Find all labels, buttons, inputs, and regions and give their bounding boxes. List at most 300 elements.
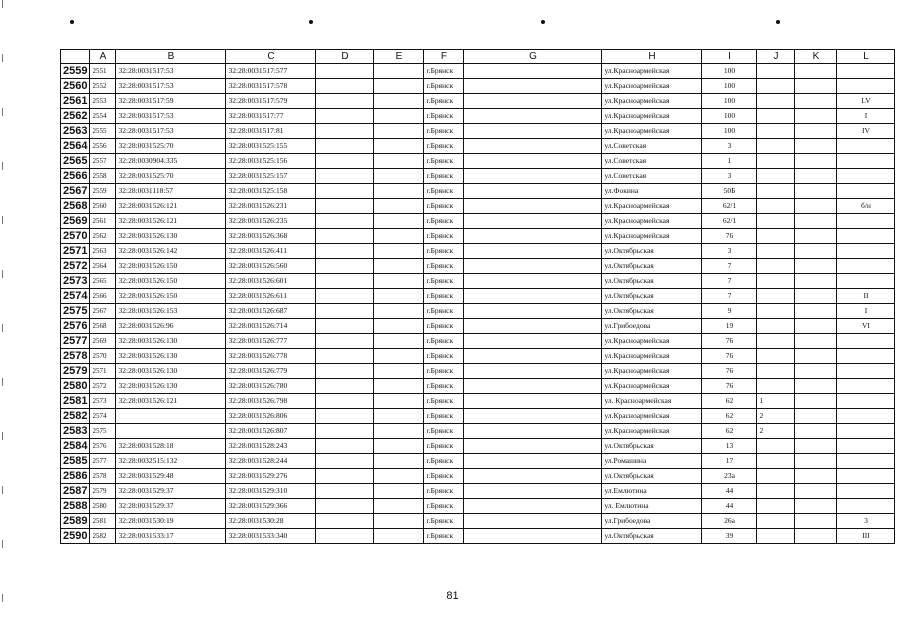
cell-h[interactable]: ул.Красноармейская [602,409,702,424]
cell-f[interactable]: г.Брянск [424,169,464,184]
cell-f[interactable]: г.Брянск [424,514,464,529]
row-number[interactable]: 2585 [61,454,90,469]
cell-k[interactable] [795,259,837,274]
cell-a[interactable]: 2578 [90,469,116,484]
cell-f[interactable]: г.Брянск [424,244,464,259]
cell-h[interactable]: ул.Красноармейская [602,124,702,139]
cell-k[interactable] [795,94,837,109]
cell-j[interactable] [757,289,795,304]
cell-b[interactable]: 32:28:0031526:150 [116,274,226,289]
cell-c[interactable]: 32:28:0031526:368 [226,229,316,244]
cell-d[interactable] [316,154,374,169]
cell-h[interactable]: ул.Красноармейская [602,229,702,244]
cell-d[interactable] [316,439,374,454]
cell-i[interactable]: 62 [702,394,757,409]
cell-h[interactable]: ул.Октябрьская [602,244,702,259]
cell-e[interactable] [374,454,424,469]
cell-g[interactable] [464,484,602,499]
cell-h[interactable]: ул.Октябрьская [602,469,702,484]
cell-d[interactable] [316,274,374,289]
cell-k[interactable] [795,229,837,244]
cell-k[interactable] [795,394,837,409]
cell-g[interactable] [464,364,602,379]
cell-c[interactable]: 32:28:0031525:156 [226,154,316,169]
cell-j[interactable]: 1 [757,394,795,409]
cell-l[interactable] [837,244,895,259]
cell-l[interactable]: 3 [837,514,895,529]
cell-c[interactable]: 32:28:0031529:366 [226,499,316,514]
row-number[interactable]: 2569 [61,214,90,229]
cell-f[interactable]: г.Брянск [424,94,464,109]
cell-g[interactable] [464,424,602,439]
cell-i[interactable]: 17 [702,454,757,469]
cell-k[interactable] [795,424,837,439]
cell-l[interactable] [837,334,895,349]
cell-i[interactable]: 26а [702,514,757,529]
column-header-e[interactable]: E [374,50,424,64]
cell-j[interactable] [757,469,795,484]
cell-g[interactable] [464,514,602,529]
cell-c[interactable]: 32:28:0031526:611 [226,289,316,304]
cell-f[interactable]: г.Брянск [424,109,464,124]
cell-f[interactable]: г.Брянск [424,439,464,454]
cell-i[interactable]: 7 [702,274,757,289]
cell-a[interactable]: 2559 [90,184,116,199]
cell-c[interactable]: 32:28:0031517:77 [226,109,316,124]
cell-c[interactable]: 32:28:0031517:81 [226,124,316,139]
cell-h[interactable]: ул.Октябрьская [602,439,702,454]
cell-h[interactable]: ул.Красноармейская [602,64,702,79]
cell-j[interactable]: 2 [757,409,795,424]
cell-h[interactable]: ул.Советская [602,154,702,169]
corner-cell[interactable] [61,50,90,64]
column-header-f[interactable]: F [424,50,464,64]
cell-g[interactable] [464,454,602,469]
cell-i[interactable]: 76 [702,229,757,244]
cell-d[interactable] [316,499,374,514]
row-number[interactable]: 2568 [61,199,90,214]
cell-c[interactable]: 32:28:0031526:560 [226,259,316,274]
cell-k[interactable] [795,454,837,469]
cell-d[interactable] [316,319,374,334]
cell-e[interactable] [374,79,424,94]
cell-g[interactable] [464,409,602,424]
cell-l[interactable]: I [837,304,895,319]
cell-h[interactable]: ул.Советская [602,139,702,154]
cell-k[interactable] [795,214,837,229]
cell-g[interactable] [464,214,602,229]
cell-j[interactable] [757,379,795,394]
cell-k[interactable] [795,379,837,394]
cell-c[interactable]: 32:28:0031526:231 [226,199,316,214]
cell-j[interactable]: 2 [757,424,795,439]
cell-b[interactable]: 32:28:0030904:335 [116,154,226,169]
cell-a[interactable]: 2562 [90,229,116,244]
cell-f[interactable]: г.Брянск [424,409,464,424]
cell-k[interactable] [795,79,837,94]
cell-h[interactable]: ул.Красноармейская [602,109,702,124]
cell-a[interactable]: 2556 [90,139,116,154]
cell-d[interactable] [316,304,374,319]
cell-j[interactable] [757,154,795,169]
cell-f[interactable]: г.Брянск [424,124,464,139]
cell-b[interactable]: 32:28:0031529:37 [116,499,226,514]
cell-g[interactable] [464,169,602,184]
cell-l[interactable] [837,214,895,229]
cell-i[interactable]: 3 [702,169,757,184]
cell-l[interactable] [837,259,895,274]
cell-l[interactable] [837,184,895,199]
cell-a[interactable]: 2558 [90,169,116,184]
cell-d[interactable] [316,454,374,469]
cell-c[interactable]: 32:28:0031526:714 [226,319,316,334]
cell-e[interactable] [374,184,424,199]
cell-i[interactable]: 19 [702,319,757,334]
cell-e[interactable] [374,469,424,484]
cell-b[interactable]: 32:28:0031526:153 [116,304,226,319]
cell-k[interactable] [795,139,837,154]
cell-f[interactable]: г.Брянск [424,484,464,499]
row-number[interactable]: 2562 [61,109,90,124]
cell-l[interactable] [837,349,895,364]
cell-a[interactable]: 2581 [90,514,116,529]
cell-a[interactable]: 2573 [90,394,116,409]
cell-k[interactable] [795,364,837,379]
cell-h[interactable]: ул.Красноармейская [602,214,702,229]
cell-d[interactable] [316,469,374,484]
cell-e[interactable] [374,154,424,169]
cell-e[interactable] [374,274,424,289]
cell-l[interactable] [837,424,895,439]
cell-a[interactable]: 2567 [90,304,116,319]
cell-g[interactable] [464,289,602,304]
cell-b[interactable]: 32:28:0031526:150 [116,259,226,274]
cell-b[interactable]: 32:28:0031529:37 [116,484,226,499]
cell-f[interactable]: г.Брянск [424,304,464,319]
cell-e[interactable] [374,139,424,154]
cell-b[interactable]: 32:28:0031517:53 [116,109,226,124]
cell-c[interactable]: 32:28:0031533:340 [226,529,316,544]
cell-h[interactable]: ул.Октябрьская [602,304,702,319]
cell-c[interactable]: 32:28:0031526:806 [226,409,316,424]
cell-i[interactable]: 76 [702,349,757,364]
cell-f[interactable]: г.Брянск [424,454,464,469]
cell-j[interactable] [757,349,795,364]
cell-f[interactable]: г.Брянск [424,229,464,244]
cell-i[interactable]: 62 [702,424,757,439]
cell-g[interactable] [464,109,602,124]
cell-e[interactable] [374,124,424,139]
cell-l[interactable] [837,64,895,79]
cell-k[interactable] [795,109,837,124]
cell-l[interactable] [837,229,895,244]
cell-h[interactable]: ул.Ромашина [602,454,702,469]
cell-e[interactable] [374,439,424,454]
cell-f[interactable]: г.Брянск [424,394,464,409]
cell-b[interactable]: 32:28:0031118:57 [116,184,226,199]
cell-d[interactable] [316,124,374,139]
cell-g[interactable] [464,259,602,274]
cell-l[interactable]: I [837,109,895,124]
cell-l[interactable] [837,454,895,469]
cell-b[interactable]: 32:28:0031517:53 [116,64,226,79]
row-number[interactable]: 2572 [61,259,90,274]
cell-j[interactable] [757,199,795,214]
cell-b[interactable]: 32:28:0031526:130 [116,349,226,364]
row-number[interactable]: 2582 [61,409,90,424]
cell-c[interactable]: 32:28:0031530:28 [226,514,316,529]
cell-c[interactable]: 32:28:0031526:235 [226,214,316,229]
row-number[interactable]: 2580 [61,379,90,394]
row-number[interactable]: 2567 [61,184,90,199]
cell-h[interactable]: ул. Емлютина [602,499,702,514]
cell-d[interactable] [316,199,374,214]
cell-d[interactable] [316,379,374,394]
cell-f[interactable]: г.Брянск [424,529,464,544]
cell-g[interactable] [464,79,602,94]
cell-d[interactable] [316,79,374,94]
cell-h[interactable]: ул.Октябрьская [602,259,702,274]
cell-e[interactable] [374,394,424,409]
cell-b[interactable]: 32:28:0031517:53 [116,79,226,94]
cell-i[interactable]: 100 [702,124,757,139]
cell-e[interactable] [374,289,424,304]
row-number[interactable]: 2577 [61,334,90,349]
cell-d[interactable] [316,424,374,439]
row-number[interactable]: 2581 [61,394,90,409]
cell-d[interactable] [316,394,374,409]
cell-h[interactable]: ул.Красноармейская [602,364,702,379]
cell-l[interactable]: IV [837,124,895,139]
cell-e[interactable] [374,319,424,334]
cell-j[interactable] [757,529,795,544]
cell-l[interactable]: II [837,289,895,304]
cell-j[interactable] [757,139,795,154]
cell-c[interactable]: 32:28:0031526:778 [226,349,316,364]
row-number[interactable]: 2575 [61,304,90,319]
column-header-h[interactable]: H [602,50,702,64]
cell-b[interactable]: 32:28:0031526:96 [116,319,226,334]
cell-k[interactable] [795,64,837,79]
cell-k[interactable] [795,409,837,424]
cell-b[interactable] [116,424,226,439]
cell-g[interactable] [464,124,602,139]
row-number[interactable]: 2589 [61,514,90,529]
cell-b[interactable]: 32:28:0031526:130 [116,379,226,394]
cell-i[interactable]: 62/1 [702,199,757,214]
cell-g[interactable] [464,439,602,454]
cell-c[interactable]: 32:28:0031526:807 [226,424,316,439]
column-header-c[interactable]: C [226,50,316,64]
cell-j[interactable] [757,334,795,349]
cell-b[interactable]: 32:28:0031525:70 [116,139,226,154]
cell-b[interactable]: 32:28:0031526:121 [116,214,226,229]
cell-c[interactable]: 32:28:0031529:310 [226,484,316,499]
cell-g[interactable] [464,139,602,154]
row-number[interactable]: 2588 [61,499,90,514]
cell-a[interactable]: 2582 [90,529,116,544]
column-header-k[interactable]: K [795,50,837,64]
cell-e[interactable] [374,409,424,424]
cell-b[interactable]: 32:28:0031529:48 [116,469,226,484]
cell-b[interactable]: 32:28:0031526:150 [116,289,226,304]
cell-f[interactable]: г.Брянск [424,199,464,214]
row-number[interactable]: 2590 [61,529,90,544]
cell-d[interactable] [316,244,374,259]
row-number[interactable]: 2578 [61,349,90,364]
cell-d[interactable] [316,349,374,364]
cell-h[interactable]: ул.Емлютина [602,484,702,499]
cell-e[interactable] [374,169,424,184]
row-number[interactable]: 2584 [61,439,90,454]
cell-f[interactable]: г.Брянск [424,424,464,439]
cell-j[interactable] [757,274,795,289]
cell-l[interactable] [837,79,895,94]
row-number[interactable]: 2574 [61,289,90,304]
cell-e[interactable] [374,64,424,79]
cell-b[interactable]: 32:28:0031517:53 [116,124,226,139]
row-number[interactable]: 2559 [61,64,90,79]
cell-c[interactable]: 32:28:0031526:687 [226,304,316,319]
cell-k[interactable] [795,169,837,184]
row-number[interactable]: 2561 [61,94,90,109]
cell-a[interactable]: 2553 [90,94,116,109]
row-number[interactable]: 2583 [61,424,90,439]
cell-g[interactable] [464,184,602,199]
cell-h[interactable]: ул.Октябрьская [602,529,702,544]
cell-c[interactable]: 32:28:0031526:411 [226,244,316,259]
cell-l[interactable] [837,394,895,409]
cell-b[interactable]: 32:28:0031526:130 [116,364,226,379]
cell-i[interactable]: 3 [702,244,757,259]
cell-a[interactable]: 2574 [90,409,116,424]
cell-l[interactable]: б/н [837,199,895,214]
cell-j[interactable] [757,109,795,124]
cell-g[interactable] [464,94,602,109]
column-header-l[interactable]: L [837,50,895,64]
cell-d[interactable] [316,289,374,304]
cell-h[interactable]: ул.Красноармейская [602,199,702,214]
cell-c[interactable]: 32:28:0031526:777 [226,334,316,349]
cell-j[interactable] [757,214,795,229]
cell-h[interactable]: ул.Октябрьская [602,289,702,304]
cell-h[interactable]: ул.Красноармейская [602,349,702,364]
column-header-d[interactable]: D [316,50,374,64]
column-header-a[interactable]: A [90,50,116,64]
cell-e[interactable] [374,229,424,244]
cell-e[interactable] [374,424,424,439]
cell-f[interactable]: г.Брянск [424,319,464,334]
cell-b[interactable]: 32:28:0031530:19 [116,514,226,529]
cell-e[interactable] [374,304,424,319]
cell-k[interactable] [795,514,837,529]
cell-k[interactable] [795,469,837,484]
cell-a[interactable]: 2569 [90,334,116,349]
cell-l[interactable] [837,169,895,184]
cell-c[interactable]: 32:28:0031529:276 [226,469,316,484]
cell-j[interactable] [757,229,795,244]
cell-g[interactable] [464,394,602,409]
cell-k[interactable] [795,334,837,349]
cell-d[interactable] [316,169,374,184]
cell-d[interactable] [316,409,374,424]
cell-e[interactable] [374,379,424,394]
cell-h[interactable]: ул.Красноармейская [602,79,702,94]
row-number[interactable]: 2573 [61,274,90,289]
cell-h[interactable]: ул.Грибоедова [602,514,702,529]
cell-l[interactable]: III [837,529,895,544]
cell-f[interactable]: г.Брянск [424,79,464,94]
cell-k[interactable] [795,289,837,304]
cell-a[interactable]: 2554 [90,109,116,124]
cell-c[interactable]: 32:28:0031525:155 [226,139,316,154]
cell-i[interactable]: 44 [702,499,757,514]
cell-e[interactable] [374,529,424,544]
cell-g[interactable] [464,379,602,394]
cell-f[interactable]: г.Брянск [424,469,464,484]
cell-a[interactable]: 2575 [90,424,116,439]
cell-g[interactable] [464,64,602,79]
cell-i[interactable]: 3 [702,139,757,154]
cell-l[interactable] [837,274,895,289]
cell-d[interactable] [316,259,374,274]
cell-a[interactable]: 2552 [90,79,116,94]
cell-j[interactable] [757,184,795,199]
cell-b[interactable]: 32:28:0031526:130 [116,334,226,349]
cell-k[interactable] [795,484,837,499]
cell-l[interactable]: VI [837,319,895,334]
cell-l[interactable] [837,154,895,169]
row-number[interactable]: 2571 [61,244,90,259]
cell-j[interactable] [757,439,795,454]
cell-j[interactable] [757,499,795,514]
cell-j[interactable] [757,79,795,94]
cell-i[interactable]: 7 [702,259,757,274]
cell-j[interactable] [757,259,795,274]
cell-f[interactable]: г.Брянск [424,289,464,304]
row-number[interactable]: 2565 [61,154,90,169]
cell-g[interactable] [464,274,602,289]
cell-a[interactable]: 2576 [90,439,116,454]
cell-a[interactable]: 2555 [90,124,116,139]
cell-e[interactable] [374,334,424,349]
row-number[interactable]: 2576 [61,319,90,334]
cell-d[interactable] [316,214,374,229]
cell-l[interactable] [837,499,895,514]
cell-c[interactable]: 32:28:0031517:579 [226,94,316,109]
cell-k[interactable] [795,184,837,199]
cell-i[interactable]: 76 [702,334,757,349]
cell-b[interactable]: 32:28:0031528:18 [116,439,226,454]
cell-g[interactable] [464,334,602,349]
cell-k[interactable] [795,244,837,259]
cell-j[interactable] [757,364,795,379]
cell-e[interactable] [374,214,424,229]
cell-h[interactable]: ул.Красноармейская [602,334,702,349]
cell-g[interactable] [464,529,602,544]
row-number[interactable]: 2563 [61,124,90,139]
cell-g[interactable] [464,229,602,244]
cell-h[interactable]: ул.Октябрьская [602,274,702,289]
cell-a[interactable]: 2570 [90,349,116,364]
cell-d[interactable] [316,229,374,244]
cell-b[interactable] [116,409,226,424]
cell-e[interactable] [374,349,424,364]
cell-j[interactable] [757,319,795,334]
cell-l[interactable]: LV [837,94,895,109]
cell-a[interactable]: 2565 [90,274,116,289]
cell-h[interactable]: ул.Красноармейская [602,94,702,109]
